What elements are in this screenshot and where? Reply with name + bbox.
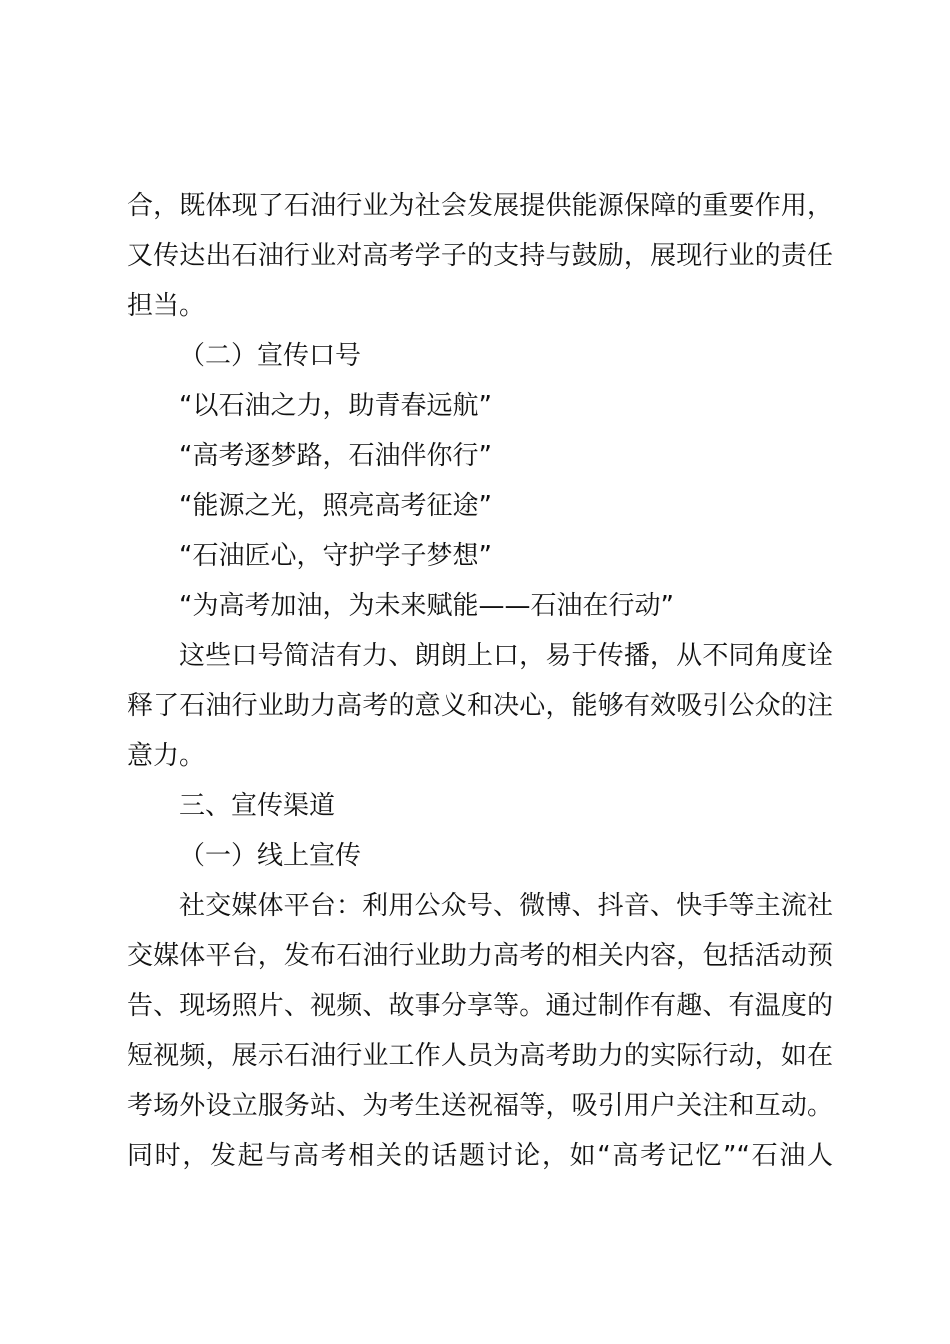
subsection-heading: （一）线上宣传 [179,841,362,871]
text-line: 告、现场照片、视频、故事分享等。通过制作有趣、有温度的 [127,991,833,1021]
section-heading: （二）宣传口号 [179,341,362,371]
text-line: 又传达出石油行业对高考学子的支持与鼓励，展现行业的责任 [127,241,833,271]
section-heading: 三、宣传渠道 [179,791,336,821]
text-line: 同时，发起与高考相关的话题讨论，如“高考记忆”“石油人 [127,1141,833,1171]
text-line: 担当。 [127,291,206,321]
slogan-line: “以石油之力，助青春远航” [179,391,492,421]
slogan-line: “能源之光，照亮高考征途” [179,491,492,521]
text-line: 短视频，展示石油行业工作人员为高考助力的实际行动，如在 [127,1041,833,1071]
text-line: 释了石油行业助力高考的意义和决心，能够有效吸引公众的注 [127,691,833,721]
slogan-line: “石油匠心，守护学子梦想” [179,541,492,571]
text-line: 意力。 [127,741,206,771]
text-line: 社交媒体平台：利用公众号、微博、抖音、快手等主流社 [179,891,833,921]
text-line: 这些口号简洁有力、朗朗上口，易于传播，从不同角度诠 [179,641,833,671]
slogan-line: “高考逐梦路，石油伴你行” [179,441,492,471]
text-line: 考场外设立服务站、为考生送祝福等，吸引用户关注和互动。 [127,1091,833,1121]
document-body [127,181,833,1181]
slogan-line: “为高考加油，为未来赋能——石油在行动” [179,591,674,621]
text-line: 交媒体平台，发布石油行业助力高考的相关内容，包括活动预 [127,941,833,971]
text-line: 合，既体现了石油行业为社会发展提供能源保障的重要作用， [127,191,833,221]
